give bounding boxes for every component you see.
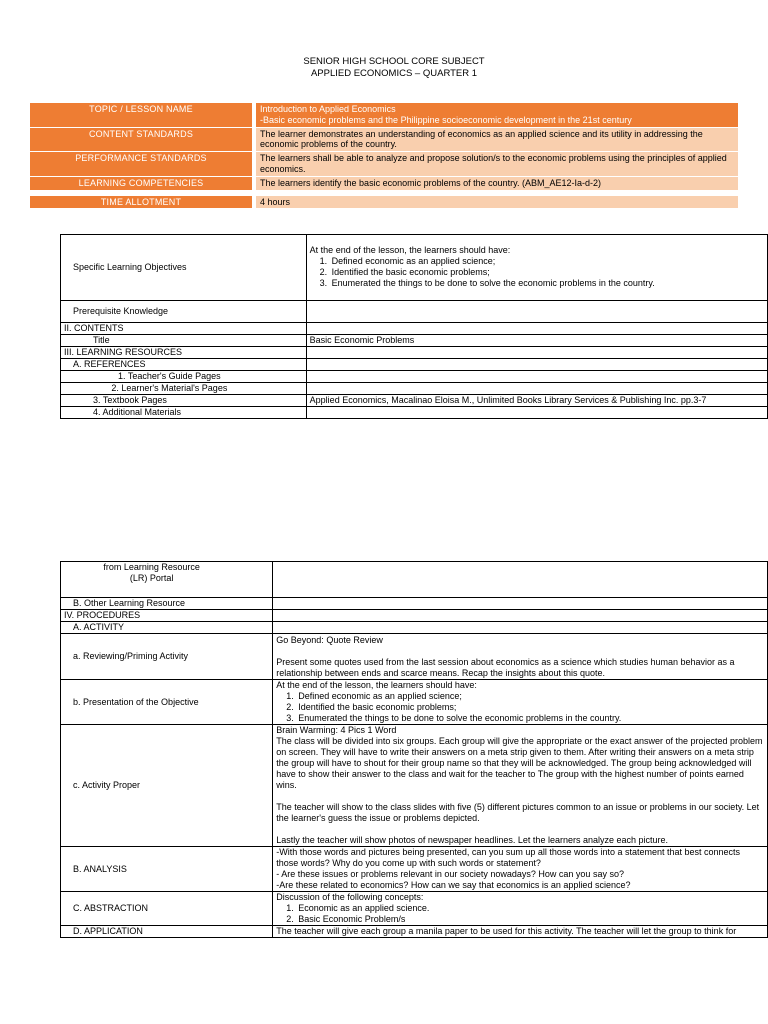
presentation-item: 3. Enumerated the things to be done to solve the economic problems in the country. xyxy=(296,713,764,724)
performance-standards-label: PERFORMANCE STANDARDS xyxy=(30,152,252,176)
presentation-label: b. Presentation of the Objective xyxy=(61,680,273,725)
activity-row xyxy=(61,622,768,634)
performance-standards-row xyxy=(30,152,738,176)
lesson-plan-table-1 xyxy=(60,234,768,419)
title-label: Title xyxy=(61,335,307,347)
learners-material-label: 2. Learner's Material's Pages xyxy=(61,383,307,395)
header-line-1: SENIOR HIGH SCHOOL CORE SUBJECT xyxy=(303,56,485,67)
teachers-guide-row xyxy=(61,371,768,383)
time-allotment-label: TIME ALLOTMENT xyxy=(30,196,252,209)
reviewing-cell: Go Beyond: Quote Review Present some quotes used from the last session about economics as a science which studies human behavior as a relationship between ends and scarce means. Recap the insights about this quote. xyxy=(273,634,768,680)
presentation-cell: At the end of the lesson, the learners should have: 1. Defined economic as an applied science; 2. Identified the basic economic problems; 3. Enumerated the things to be done to solve the economic problems in the country. xyxy=(273,680,768,725)
contents-label: II. CONTENTS xyxy=(61,323,307,335)
references-row xyxy=(61,359,768,371)
objective-item: 3. Enumerated the things to be done to solve the economic problems in the country. xyxy=(330,278,764,289)
objective-item: 2. Identified the basic economic problems; xyxy=(330,267,764,278)
analysis-cell: -With those words and pictures being presented, can you sum up all those words into a statement that best connects those words? Why do you come up with such words or statement? - Are these issues or problems relevant in our society nowadays? How can you say so? -Are these related to economics? How can we say that economics is an applied science? xyxy=(273,847,768,892)
presentation-item: 2. Identified the basic economic problems; xyxy=(296,702,764,713)
header-line-2: APPLIED ECONOMICS – QUARTER 1 xyxy=(310,68,478,79)
objectives-label: Specific Learning Objectives xyxy=(61,235,307,301)
prerequisite-label: Prerequisite Knowledge xyxy=(61,301,307,323)
other-resource-label: B. Other Learning Resource xyxy=(61,598,273,610)
objectives-row xyxy=(61,235,768,301)
application-value: The teacher will give each group a manila paper to be used for this activity. The teacher will let the group to think for xyxy=(273,926,768,938)
activity-proper-cell: Brain Warming: 4 Pics 1 Word The class will be divided into six groups. Each group will give the appropriate or the exact answer of the projected problem on screen. They will have to write their answers on a meta strip given to them. After writing their answers on a meta strip the group will have to shout for their group name so that they will be acknowledged. The group being acknowledged will have to show their answer to the class and wait for the teacher to The group with the highest number of points earned wins. The teacher will show to the class slides with five (5) different pictures common to an issue or problems in our society. Let the learner's guess the issue or problems depicted. Lastly the teacher will show photos of newspaper headlines. Let the learners analyze each picture. xyxy=(273,725,768,847)
presentation-row xyxy=(61,680,768,725)
additional-materials-row xyxy=(61,407,768,419)
performance-standards-value: The learners shall be able to analyze and propose solution/s to the economic problems using the principles of applied economics. xyxy=(256,152,738,176)
abstraction-row xyxy=(61,892,768,926)
abstraction-item: 1. Economic as an applied science. xyxy=(296,903,764,914)
abstraction-item: 2. Basic Economic Problem/s xyxy=(296,914,764,925)
lr-portal-row xyxy=(61,562,768,598)
activity-label: A. ACTIVITY xyxy=(61,622,273,634)
application-label: D. APPLICATION xyxy=(61,926,273,938)
topic-value: Introduction to Applied Economics -Basic economic problems and the Philippine socioeconomic development in the 21st century xyxy=(256,103,738,127)
learning-resources-row xyxy=(61,347,768,359)
objectives-cell: At the end of the lesson, the learners should have: 1. Defined economic as an applied science; 2. Identified the basic economic problems; 3. Enumerated the things to be done to solve the economic problems in the country. xyxy=(306,235,767,301)
textbook-value: Applied Economics, Macalinao Eloisa M., Unlimited Books Library Services & Publishing Inc. pp.3-7 xyxy=(306,395,767,407)
abstraction-cell: Discussion of the following concepts: 1. Economic as an applied science. 2. Basic Economic Problem/s xyxy=(273,892,768,926)
analysis-row xyxy=(61,847,768,892)
topic-row xyxy=(30,103,738,127)
content-standards-label: CONTENT STANDARDS xyxy=(30,128,252,152)
textbook-row xyxy=(61,395,768,407)
teachers-guide-label: 1. Teacher's Guide Pages xyxy=(61,371,307,383)
content-standards-row xyxy=(30,128,738,152)
presentation-item: 1. Defined economic as an applied science; xyxy=(296,691,764,702)
title-value: Basic Economic Problems xyxy=(306,335,767,347)
time-allotment-value: 4 hours xyxy=(256,196,738,209)
content-standards-value: The learner demonstrates an understanding of economics as an applied science and its utility in addressing the economic problems of the country. xyxy=(256,128,738,152)
application-row xyxy=(61,926,768,938)
other-resource-row xyxy=(61,598,768,610)
title-row xyxy=(61,335,768,347)
learning-competencies-label: LEARNING COMPETENCIES xyxy=(30,177,252,190)
analysis-label: B. ANALYSIS xyxy=(61,847,273,892)
overview-table xyxy=(30,103,738,209)
procedures-row xyxy=(61,610,768,622)
procedures-label: IV. PROCEDURES xyxy=(61,610,273,622)
learning-resources-label: III. LEARNING RESOURCES xyxy=(61,347,307,359)
contents-row xyxy=(61,323,768,335)
references-label: A. REFERENCES xyxy=(61,359,307,371)
prerequisite-value xyxy=(306,301,767,323)
learning-competencies-value: The learners identify the basic economic problems of the country. (ABM_AE12-Ia-d-2) xyxy=(256,177,738,190)
prerequisite-row xyxy=(61,301,768,323)
activity-proper-row xyxy=(61,725,768,847)
abstraction-label: C. ABSTRACTION xyxy=(61,892,273,926)
objective-item: 1. Defined economic as an applied science; xyxy=(330,256,764,267)
time-allotment-row xyxy=(30,196,738,209)
activity-proper-label: c. Activity Proper xyxy=(61,725,273,847)
learners-material-row xyxy=(61,383,768,395)
learning-competencies-row xyxy=(30,177,738,190)
lesson-plan-table-2 xyxy=(60,561,768,938)
textbook-label: 3. Textbook Pages xyxy=(61,395,307,407)
lr-portal-label: from Learning Resource (LR) Portal xyxy=(61,562,273,598)
topic-label: TOPIC / LESSON NAME xyxy=(30,103,252,127)
reviewing-label: a. Reviewing/Priming Activity xyxy=(61,634,273,680)
document-header xyxy=(0,56,768,80)
additional-materials-label: 4. Additional Materials xyxy=(61,407,307,419)
reviewing-row xyxy=(61,634,768,680)
